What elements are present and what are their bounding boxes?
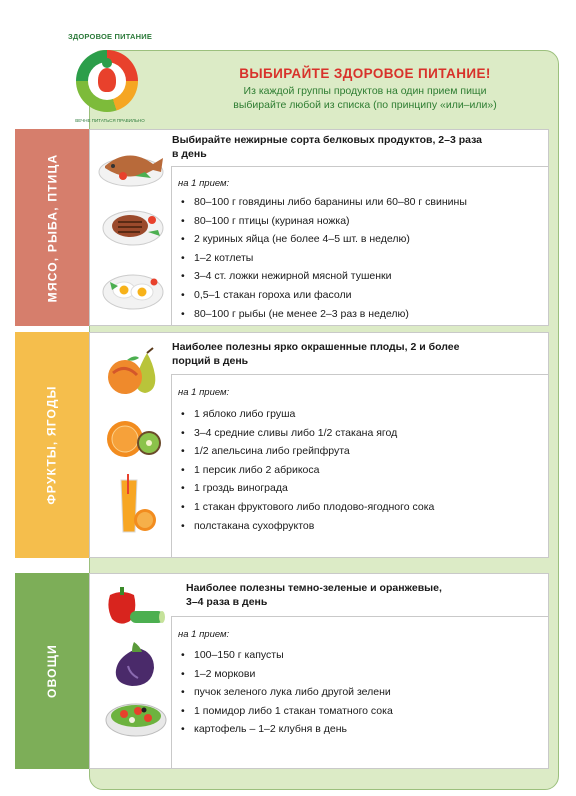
- list-item: • 1 помидор либо 1 стакан томатного сока: [178, 702, 393, 721]
- page-subtitle: [170, 84, 560, 112]
- per-meal-label: на 1 прием:: [178, 178, 230, 189]
- subtitle-line-2: выбирайте любой из списка (по принципу «или–или»): [233, 99, 497, 111]
- orange-kiwi-icon: [103, 415, 163, 463]
- band-meat: [15, 129, 89, 326]
- band-label-fruit: ФРУКТЫ, ЯГОДЫ: [45, 385, 60, 505]
- band-label-vegetables: ОВОЩИ: [44, 644, 59, 698]
- list-item: • 80–100 г птицы (куриная ножка): [178, 212, 467, 231]
- per-meal-label: на 1 прием:: [178, 629, 230, 640]
- list-item: • 1/2 апельсина либо грейпфрута: [178, 442, 434, 461]
- heading-line-1: Наиболее полезны ярко окрашенные плоды, 2 и более: [172, 341, 460, 353]
- section-vegetables-heading: [186, 581, 442, 609]
- list-item: • 1–2 моркови: [178, 665, 393, 684]
- vegetable-items-list: [178, 646, 393, 739]
- peach-pear-icon: [103, 345, 163, 397]
- list-item: • 2 куриных яйца (не более 4–5 шт. в неделю): [178, 230, 467, 249]
- list-item: • картофель – 1–2 клубня в день: [178, 720, 393, 739]
- pepper-cucumber-icon: [104, 585, 166, 629]
- eggplant-icon: [108, 638, 160, 688]
- heading-line-2: порций в день: [172, 355, 249, 367]
- eggs-plate-icon: [100, 268, 166, 312]
- page-title: ВЫБИРАЙТЕ ЗДОРОВОЕ ПИТАНИЕ!: [239, 66, 491, 81]
- list-item: • пучок зеленого лука либо другой зелени: [178, 683, 393, 702]
- per-meal-label: на 1 прием:: [178, 387, 230, 398]
- heading-line-2: в день: [172, 148, 207, 160]
- logo-figure-icon: [98, 68, 116, 92]
- list-item: • 1 персик либо 2 абрикоса: [178, 461, 434, 480]
- list-item: • 0,5–1 стакан гороха или фасоли: [178, 286, 467, 305]
- list-item: • 100–150 г капусты: [178, 646, 393, 665]
- heading-line-2: 3–4 раза в день: [186, 596, 268, 608]
- steak-plate-icon: [100, 202, 166, 248]
- list-item: • 80–100 г рыбы (не менее 2–3 раз в неделю): [178, 305, 467, 324]
- fish-plate-icon: [95, 140, 167, 190]
- logo: [60, 28, 160, 138]
- band-label-meat: МЯСО, РЫБА, ПТИЦА: [45, 153, 59, 302]
- section-fruit-heading: [172, 340, 459, 368]
- list-item: • 3–4 ст. ложки нежирной мясной тушенки: [178, 267, 467, 286]
- section-meat-heading: [172, 133, 482, 161]
- band-vegetables: [15, 573, 89, 769]
- logo-title: ЗДОРОВОЕ ПИТАНИЕ: [67, 32, 153, 41]
- band-fruit: [15, 332, 89, 558]
- list-item: • 1 гроздь винограда: [178, 479, 434, 498]
- subtitle-line-1: Из каждой группы продуктов на один прием пищи: [243, 85, 487, 97]
- salad-bowl-icon: [104, 696, 168, 740]
- heading-line-1: Выбирайте нежирные сорта белковых продуктов, 2–3 раза: [172, 134, 483, 146]
- heading-line-1: Наиболее полезны темно-зеленые и оранжевые,: [186, 582, 442, 594]
- list-item: • 1 яблоко либо груша: [178, 405, 434, 424]
- logo-subtitle: ВЕЧНЕ ПИТАТЬСЯ ПРАВИЛЬНО: [75, 118, 145, 123]
- list-item: • 80–100 г говядины либо баранины или 60–80 г свинины: [178, 193, 467, 212]
- list-item: • 1 стакан фруктового либо плодово-ягодного сока: [178, 498, 434, 517]
- meat-items-list: [178, 193, 467, 323]
- juice-glass-icon: [113, 474, 157, 536]
- fruit-items-list: [178, 405, 434, 535]
- list-item: • 1–2 котлеты: [178, 249, 467, 268]
- list-item: • 3–4 средние сливы либо 1/2 стакана ягод: [178, 424, 434, 443]
- list-item: • полстакана сухофруктов: [178, 517, 434, 536]
